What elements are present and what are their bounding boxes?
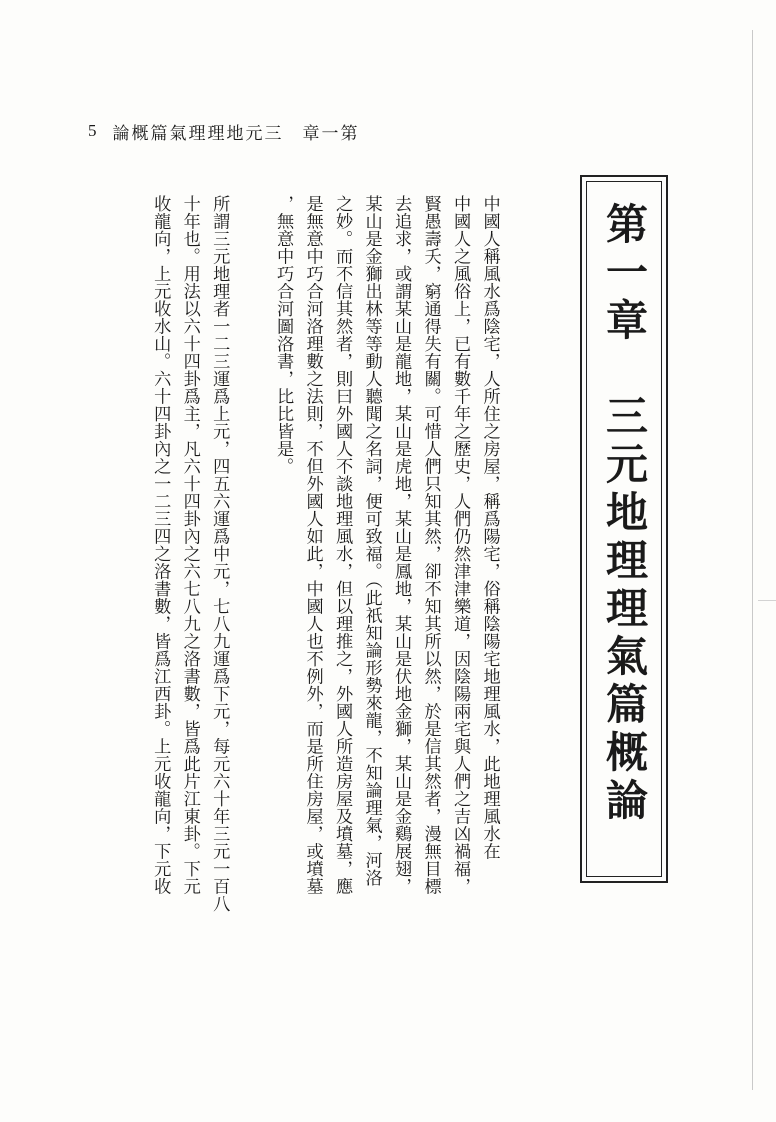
text-column: 某山是金獅出林等等動人聽聞之名詞，便可致福。（此祇知論形勢來龍，不知論理氣，河洛 (361, 195, 382, 887)
chapter-title-frame (586, 181, 662, 877)
text-column: ，無意中巧合河圖洛書，比比皆是。 (273, 195, 294, 475)
running-header (88, 118, 418, 144)
page-edge-line (752, 30, 753, 1090)
chapter-title-box (580, 175, 668, 883)
body-text (118, 195, 538, 913)
text-column: 中國人稱風水爲陰宅，人所住之房屋，稱爲陽宅，俗稱陰陽宅地理風水，此地理風水在 (479, 195, 500, 860)
text-column: 十年也。用法以六十四卦爲主，凡六十四卦內之六七八九之洛書數，皆爲此片江東卦。下元 (179, 195, 200, 895)
text-column: 去追求，或謂某山是龍地，某山是虎地，某山是鳳地，某山是伏地金獅，某山是金鷄展翅， (391, 195, 412, 895)
text-column: 中國人之風俗上，已有數千年之歷史，人們仍然津津樂道，因陰陽兩宅與人們之吉凶禍福， (450, 195, 471, 895)
chapter-title: 第一章 三元地理理氣篇概論 (600, 202, 649, 826)
page-number: 5 (88, 121, 99, 140)
text-column: 收龍向，上元收水山。六十四卦內之一二三四之洛書數，皆爲江西卦。上元收龍向，下元收 (150, 195, 171, 895)
text-column: 是無意中巧合河洛理數之法則，不但外國人如此，中國人也不例外，而是所住房屋，或墳墓 (302, 195, 323, 895)
running-title: 論概篇氣理理地元三 章一第 (112, 123, 360, 144)
page-edge-mark (758, 600, 776, 601)
text-column: 賢愚壽夭，窮通得失有關。可惜人們只知其然，卻不知其所以然，於是信其然者，漫無目標 (420, 195, 441, 895)
text-column: 之妙。而不信其然者，則曰外國人不談地理風水，但以理推之，外國人所造房屋及墳墓，應 (332, 195, 353, 895)
text-column: 所謂三元地理者一二三運爲上元，四五六運爲中元，七八九運爲下元，每元六十年三元一百八 (209, 195, 230, 913)
